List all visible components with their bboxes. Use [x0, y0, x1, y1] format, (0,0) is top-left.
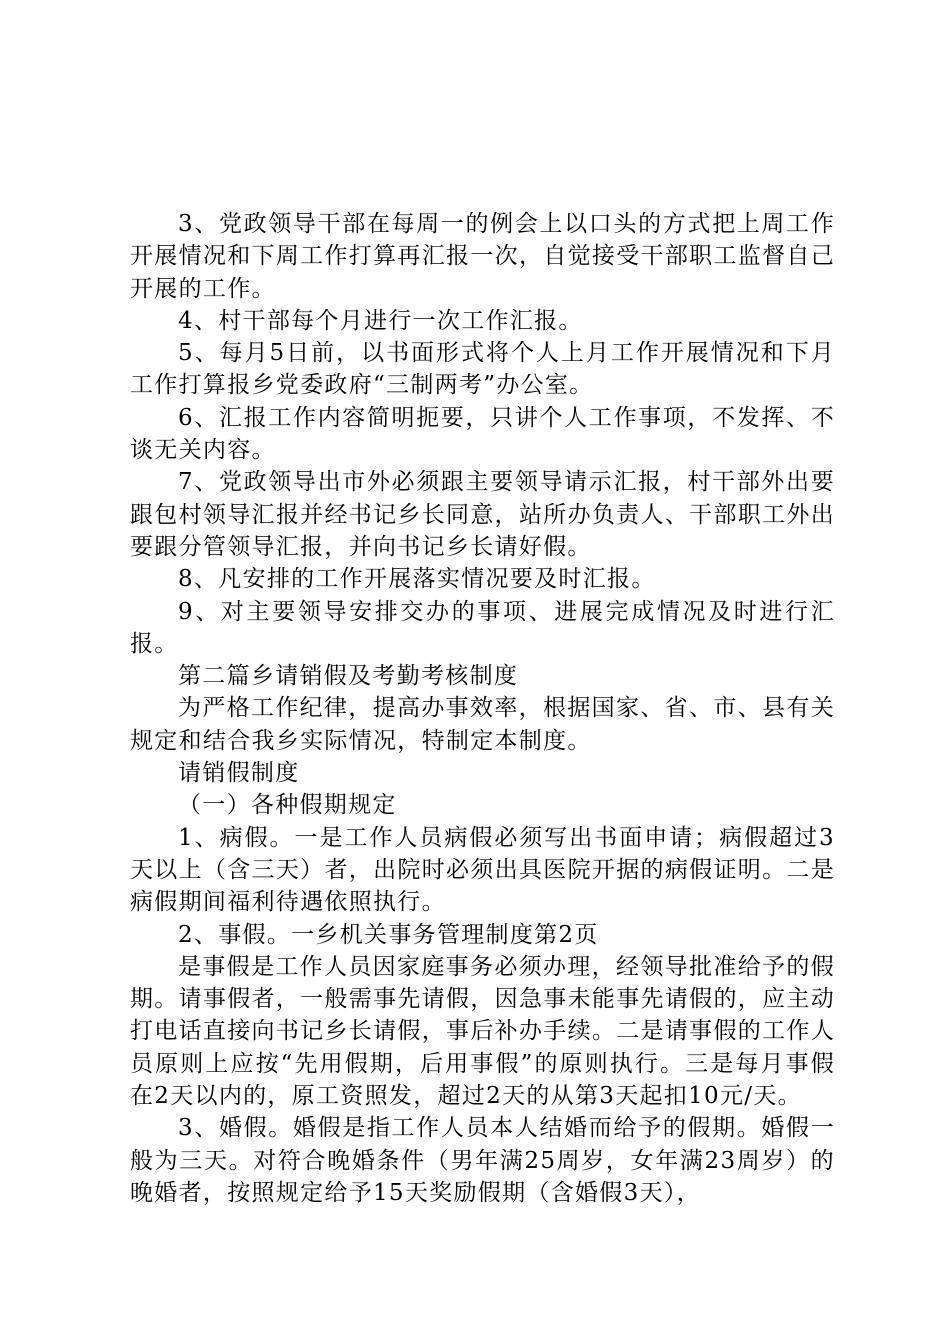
sick-leave-paragraph: 1、病假。一是工作人员病假必须写出书面申请；病假超过3天以上（含三天）者，出院时必须出具医院开据的病假证明。二是病假期间福利待遇依照执行。 — [130, 824, 835, 916]
paragraph-item-3: 3、党政领导干部在每周一的例会上以口头的方式把上周工作开展情况和下周工作打算再汇报一次，自觉接受干部职工监督自己开展的工作。 — [130, 211, 835, 302]
intro-paragraph: 为严格工作纪律，提高办事效率，根据国家、省、市、县有关规定和结合我乡实际情况，特制定本制度。 — [130, 695, 835, 754]
paragraph-item-9: 9、对主要领导安排交办的事项、进展完成情况及时进行汇报。 — [130, 598, 835, 657]
personal-leave-paragraph: 是事假是工作人员因家庭事务必须办理，经领导批准给予的假期。请事假者，一般需事先请假，因急事未能事先请假的，应主动打电话直接向书记乡长请假，事后补办手续。二是请事假的工作人员原则上应按“先用假期，后用事假”的原则执行。三是每月事假在2天以内的，原工资照发，超过2天的从第3天起扣10元/天。 — [130, 953, 835, 1110]
paragraph-item-6: 6、汇报工作内容简明扼要，只讲个人工作事项，不发挥、不谈无关内容。 — [130, 404, 835, 464]
subsection-heading: （一）各种假期规定 — [178, 792, 397, 819]
paragraph-item-4: 4、村干部每个月进行一次工作汇报。 — [178, 307, 583, 334]
marriage-leave-paragraph: 3、婚假。婚假是指工作人员本人结婚而给予的假期。婚假一般为三天。对符合晚婚条件（男年满25周岁，女年满23周岁）的晚婚者，按照规定给予15天奖励假期（含婚假3天）， — [130, 1115, 835, 1206]
subsection-title: 请销假制度 — [178, 760, 300, 787]
section-title: 第二篇乡请销假及考勤考核制度 — [178, 663, 519, 690]
document-body — [130, 208, 835, 1209]
paragraph-item-8: 8、凡安排的工作开展落实情况要及时汇报。 — [178, 566, 656, 593]
paragraph-item-7: 7、党政领导出市外必须跟主要领导请示汇报，村干部外出要跟包村领导汇报并经书记乡长同意，站所办负责人、干部职工外出要跟分管领导汇报，并向书记乡长请好假。 — [130, 469, 835, 560]
personal-leave-heading: 2、事假。一乡机关事务管理制度第2页 — [178, 921, 599, 948]
paragraph-item-5: 5、每月5日前，以书面形式将个人上月工作开展情况和下月工作打算报乡党委政府“三制两考”办公室。 — [130, 340, 835, 399]
